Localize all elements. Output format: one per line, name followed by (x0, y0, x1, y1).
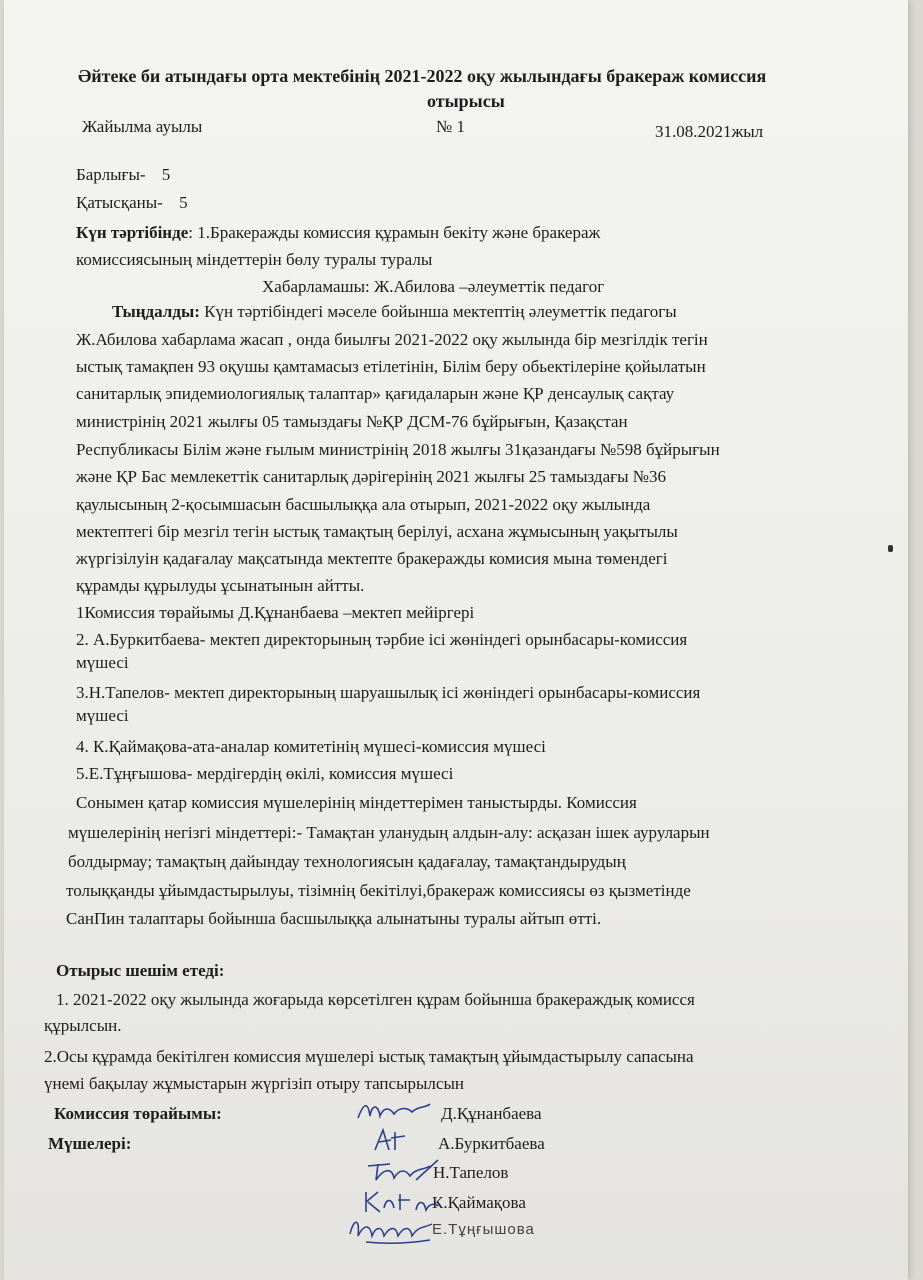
decision-line: құрылсын. (44, 1016, 122, 1035)
signatory-name: Н.Тапелов (433, 1163, 509, 1182)
duties-line: Сонымен қатар комиссия мүшелерінің міндеттерімен таныстырды. Комиссия (76, 793, 637, 812)
chair-label: Комиссия төрайымы: (54, 1104, 222, 1123)
listened-line: министрінің 2021 жылғы 05 тамыздағы №ҚР ДСМ-76 бұйрығын, Қазақстан (76, 412, 628, 431)
duties-line: толыққанды ұйымдастырылуы, тізімнің бекітілуі,бракераж комиссиясы өз қызметінде (66, 881, 691, 900)
signature-member-4 (346, 1214, 436, 1248)
duties-line: болдырмау; тамақтың дайындау технологиясын қадағалау, тамақтандырудың (68, 852, 626, 871)
protocol-date: 31.08.2021жыл (655, 122, 764, 141)
total-label: Барлығы- (76, 165, 146, 184)
document-title-line2: отырысы (427, 91, 505, 111)
member-line: мүшесі (76, 706, 129, 725)
signature-member-1 (369, 1126, 419, 1156)
member-line: 2. А.Буркитбаева- мектеп директорының тәрбие ісі жөніндегі орынбасары-комиссия (76, 630, 688, 649)
agenda-line2: комиссиясының міндеттерін бөлу туралы туралы (76, 250, 433, 269)
place-name: Жайылма ауылы (82, 117, 203, 136)
decision-line: 2.Осы құрамда бекітілген комиссия мүшелері ыстық тамақтың ұйымдастырылу сапасына (44, 1047, 694, 1066)
total-count-row (76, 165, 170, 185)
document-title-line1: Әйтеке би атындағы орта мектебінің 2021-2022 оқу жылындағы бракераж комиссия (78, 66, 767, 86)
signatory-name-handwritten: Е.Тұңғышова (432, 1221, 535, 1238)
decision-line: 1. 2021-2022 оқу жылында жоғарыда көрсетілген құрам бойынша бракераждық комисся (56, 990, 695, 1009)
listened-line1 (112, 302, 677, 322)
signature-member-2 (364, 1156, 444, 1186)
member-line: 4. К.Қаймақова-ата-аналар комитетінің мүшесі-комиссия мүшесі (76, 737, 546, 756)
listened-line: құрамды құрылуды ұсынатынын айтты. (76, 576, 365, 595)
listened-label: Тыңдалды: (112, 302, 200, 321)
present-label: Қатысқаны- (76, 193, 163, 212)
listened-line: санитарлық эпидемиологиялық талаптар» қағидаларын және ҚР денсаулық сақтау (76, 384, 675, 403)
decision-line: үнемі бақылау жұмыстарын жүргізіп отыру тапсырылсын (44, 1074, 464, 1093)
listened-line: және ҚР Бас мемлекеттік санитарлық дәрігерінің 2021 жылғы 25 тамыздағы №36 (76, 467, 666, 486)
member-line: мүшесі (76, 653, 129, 672)
duties-line: мүшелерінің негізгі міндеттері:- Тамақтан уланудың алдын-алу: асқазан ішек ауруларын (68, 823, 710, 842)
listened-text: Күн тәртібіндегі мәселе бойынша мектептің әлеуметтік педагогы (199, 302, 677, 321)
listened-line: Республикасы Білім және ғылым министрінің 2018 жылғы 31қазандағы №598 бұйрығын (76, 440, 720, 459)
document-page (4, 0, 908, 1280)
signatory-name: К.Қаймақова (432, 1193, 526, 1212)
listened-line: мектептегі бір мезгіл тегін ыстық тамақтың берілуі, асхана жұмысының уақытылы (76, 522, 678, 541)
protocol-number: № 1 (436, 117, 465, 136)
listened-line: қаулысының 2-қосымшасын басшылыққа ала отырып, 2021-2022 оқу жылында (76, 495, 651, 514)
listened-line: Ж.Абилова хабарлама жасап , онда биылғы 2021-2022 оқу жылында бір мезгілдік тегін (76, 330, 708, 349)
listened-line: жүргізілуін қадағалау мақсатында мектепте бракеражды комисия мына төмендегі (76, 549, 668, 568)
signatory-name: Д.Құнанбаева (441, 1104, 542, 1123)
present-value: 5 (179, 193, 188, 212)
listened-line: ыстық тамақпен 93 оқушы қамтамасыз етілетінін, Білім беру обьектілеріне қойылатын (76, 357, 706, 376)
agenda-speaker: Хабарламашы: Ж.Абилова –әлеуметтік педагог (262, 277, 605, 296)
duties-line: СанПин талаптары бойынша басшылыққа алынатыны туралы айтып өтті. (66, 909, 602, 928)
member-line: 3.Н.Тапелов- мектеп директорының шаруашылық ісі жөніндегі орынбасары-комиссия (76, 683, 701, 702)
decision-heading: Отырыс шешім етеді: (56, 961, 225, 980)
ink-mark (888, 545, 893, 552)
present-count-row (76, 193, 188, 213)
signature-chair (354, 1096, 434, 1126)
member-line: 5.Е.Тұңғышова- мердігердің өкілі, комиссия мүшесі (76, 764, 454, 783)
agenda-label: Күн тәртібінде (76, 223, 189, 242)
members-label: Мүшелері: (48, 1134, 132, 1153)
signatory-name: А.Буркитбаева (438, 1134, 545, 1153)
agenda-text: : 1.Бракеражды комиссия құрамын бекіту және бракераж (188, 223, 601, 242)
agenda-line1 (76, 223, 600, 243)
total-value: 5 (161, 165, 171, 184)
member-line: 1Комиссия төрайымы Д.Құнанбаева –мектеп мейіргері (76, 603, 475, 622)
